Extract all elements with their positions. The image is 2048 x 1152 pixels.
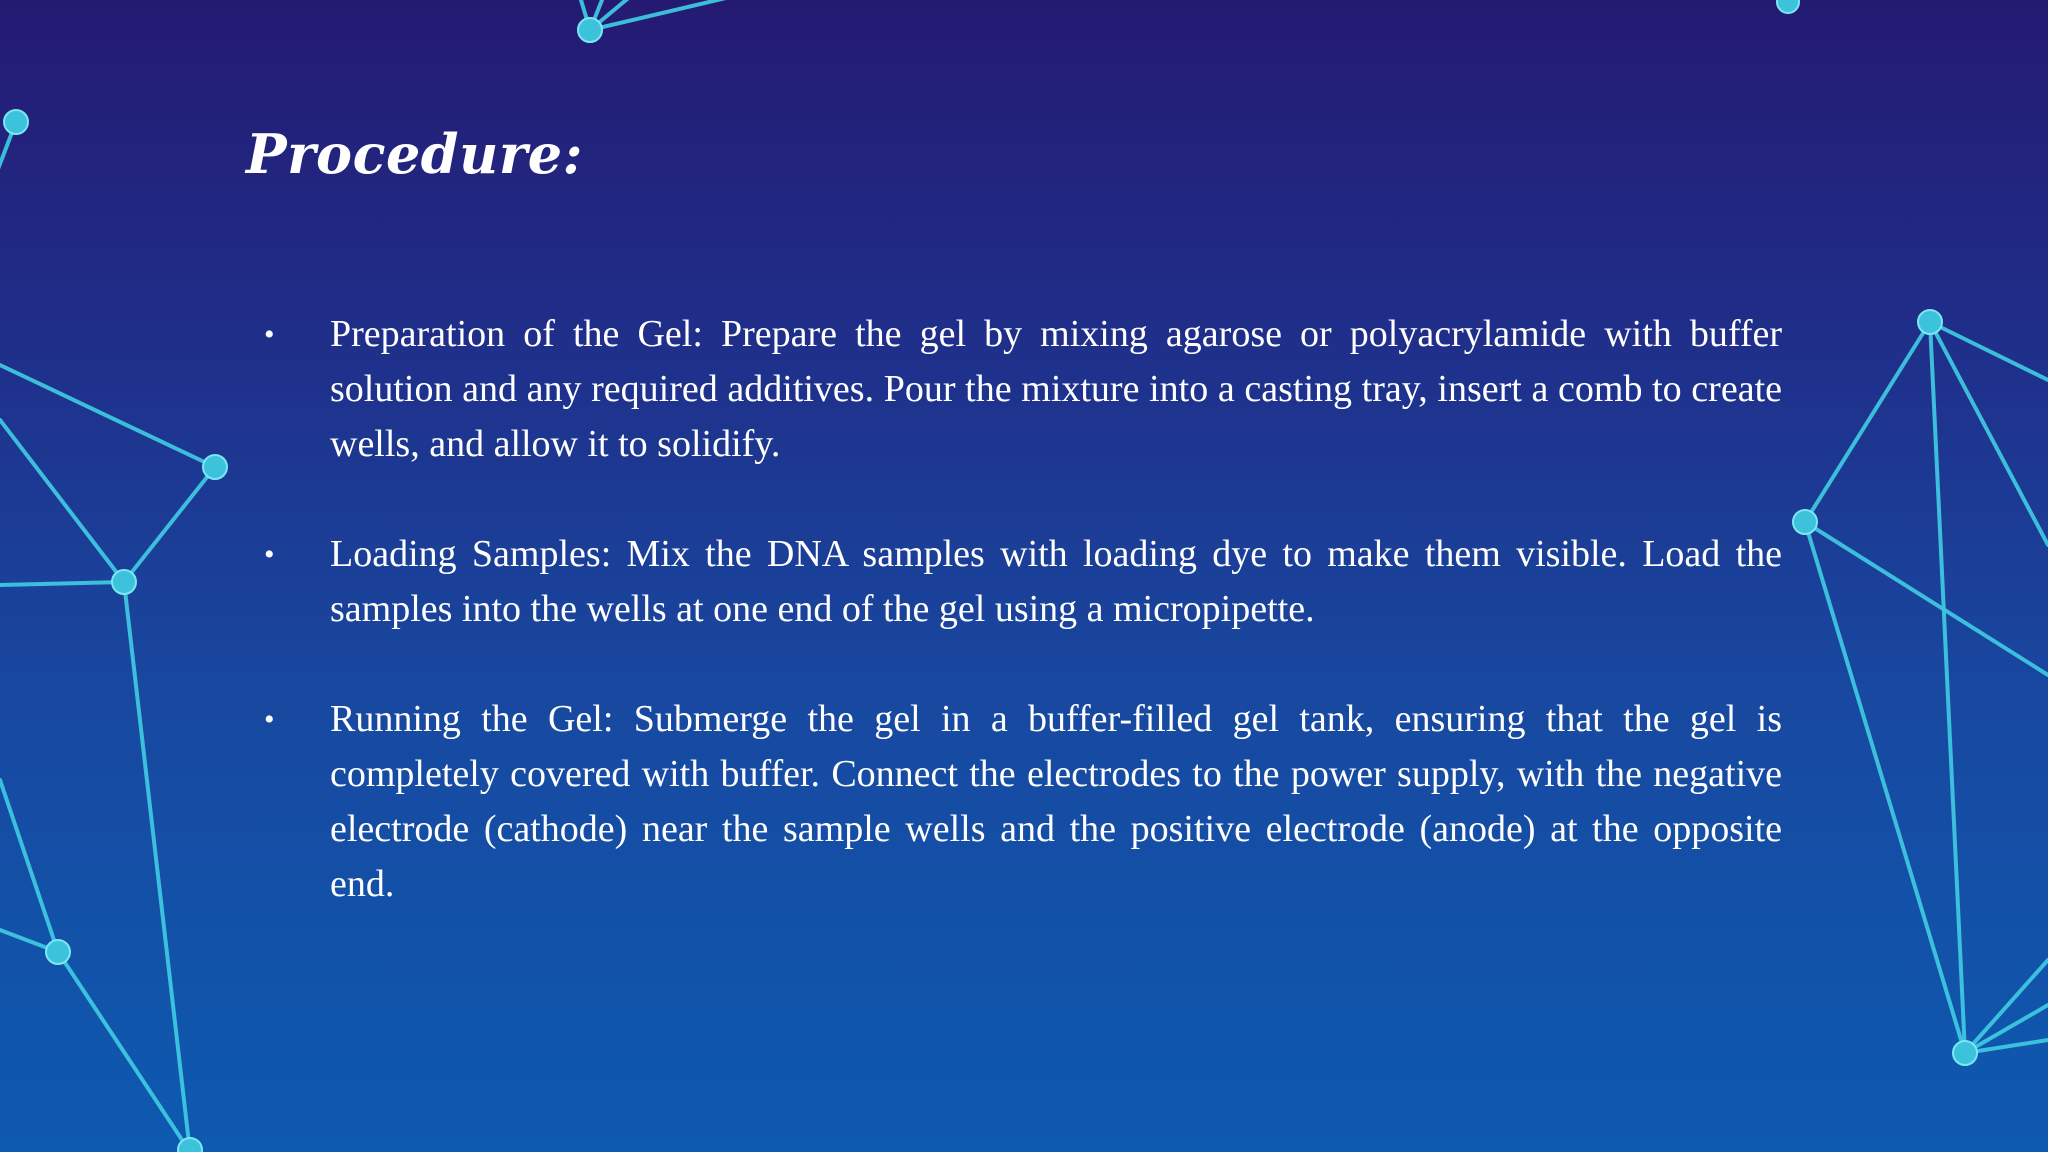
- bullet-list: [252, 307, 1782, 967]
- bullet-text: Preparation of the Gel: Prepare the gel by mixing agarose or polyacrylamide with buffer solution and any required additives. Pour the mixture into a casting tray, insert a comb to create wells, and allow it to solidify.: [330, 313, 1782, 465]
- bullet-marker: •: [264, 703, 275, 736]
- bullet-marker: •: [264, 538, 275, 571]
- top-network: [575, 0, 1799, 42]
- bullet-marker: •: [264, 318, 275, 351]
- bullet-text: Loading Samples: Mix the DNA samples with loading dye to make them visible. Load the samples into the wells at one end of the gel using a micropipette.: [330, 533, 1782, 630]
- list-item: [252, 527, 1782, 637]
- left-network: [0, 110, 227, 1152]
- bullet-text: Running the Gel: Submerge the gel in a buffer-filled gel tank, ensuring that the gel is completely covered with buffer. Connect the electrodes to the power supply, with the negative electrode (cathode) near the sample wells and the positive electrode (anode) at the opposite end.: [330, 698, 1782, 905]
- list-item: [252, 692, 1782, 912]
- list-item: [252, 307, 1782, 472]
- slide-title: Procedure:: [246, 122, 584, 186]
- right-network: [1793, 310, 2048, 1065]
